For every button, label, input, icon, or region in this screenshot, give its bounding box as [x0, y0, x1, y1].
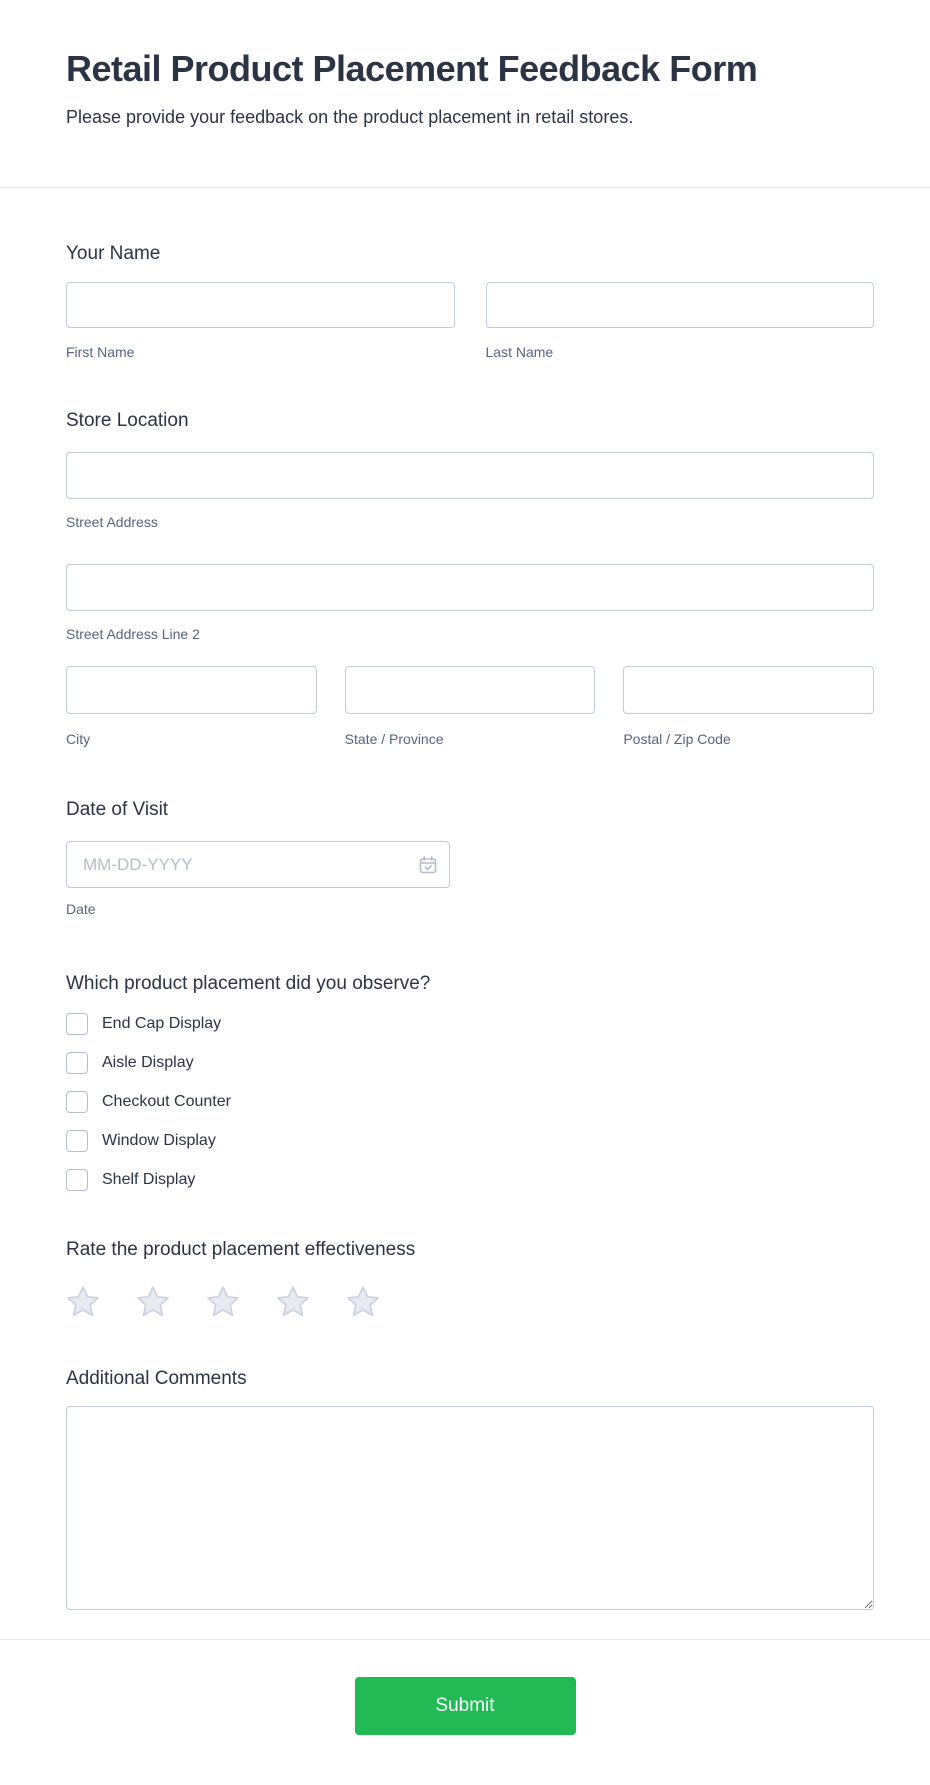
last-name-input[interactable]	[486, 282, 875, 328]
checkbox-option-checkout[interactable]	[66, 1091, 874, 1113]
zip-input[interactable]	[623, 666, 874, 714]
state-column	[345, 666, 596, 748]
question-date-of-visit	[66, 798, 874, 918]
street-address-line2-sublabel: Street Address Line 2	[66, 625, 200, 642]
address-question-label: Store Location	[66, 409, 189, 431]
star-icon[interactable]	[204, 1283, 242, 1321]
page-title: Retail Product Placement Feedback Form	[66, 48, 758, 89]
state-input[interactable]	[345, 666, 596, 714]
checkbox-icon[interactable]	[66, 1169, 88, 1191]
state-sublabel: State / Province	[344, 731, 444, 748]
checkbox-option-aisle[interactable]	[66, 1052, 874, 1074]
form-header	[0, 0, 930, 188]
form-body	[0, 242, 930, 1610]
checkbox-icon[interactable]	[66, 1130, 88, 1152]
street-address-input[interactable]	[66, 452, 874, 499]
checkbox-option-label: End Cap Display	[102, 1014, 222, 1032]
first-name-column	[66, 282, 455, 361]
question-rating	[66, 1238, 874, 1321]
star-icon[interactable]	[64, 1283, 102, 1321]
name-question-label: Your Name	[66, 243, 161, 264]
checkbox-list	[66, 1013, 874, 1191]
city-column	[66, 666, 317, 748]
question-product-placement	[66, 972, 874, 1191]
star-icon[interactable]	[274, 1283, 312, 1321]
star-icon[interactable]	[134, 1283, 172, 1321]
date-input[interactable]	[66, 841, 450, 888]
rating-question-label: Rate the product placement effectiveness	[66, 1238, 416, 1260]
checkbox-question-label: Which product placement did you observe?	[66, 972, 431, 994]
city-state-zip-row	[66, 666, 874, 748]
last-name-column	[486, 282, 875, 361]
page-subtitle: Please provide your feedback on the product placement in retail stores.	[66, 107, 634, 127]
checkbox-option-label: Aisle Display	[102, 1053, 194, 1071]
checkbox-option-shelf[interactable]	[66, 1169, 874, 1191]
date-input-wrap	[66, 841, 450, 888]
street-address-sublabel: Street Address	[66, 513, 158, 530]
question-additional-comments	[66, 1367, 874, 1610]
city-sublabel: City	[66, 731, 91, 748]
checkbox-option-window[interactable]	[66, 1130, 874, 1152]
checkbox-icon[interactable]	[66, 1013, 88, 1035]
date-question-label: Date of Visit	[66, 799, 169, 821]
question-your-name	[66, 242, 874, 361]
zip-sublabel: Postal / Zip Code	[623, 731, 731, 748]
checkbox-option-end-cap[interactable]	[66, 1013, 874, 1035]
star-rating	[64, 1283, 874, 1321]
street-address-line2-input[interactable]	[66, 564, 874, 611]
checkbox-option-label: Checkout Counter	[102, 1092, 231, 1110]
form-footer	[0, 1639, 930, 1785]
checkbox-icon[interactable]	[66, 1091, 88, 1113]
checkbox-icon[interactable]	[66, 1052, 88, 1074]
checkbox-option-label: Shelf Display	[102, 1170, 196, 1188]
city-input[interactable]	[66, 666, 317, 714]
question-store-location	[66, 409, 874, 748]
checkbox-option-label: Window Display	[102, 1131, 216, 1149]
date-sublabel: Date	[66, 901, 96, 918]
comments-textarea[interactable]	[66, 1406, 874, 1610]
last-name-sublabel: Last Name	[485, 344, 554, 360]
first-name-sublabel: First Name	[66, 344, 135, 360]
star-icon[interactable]	[344, 1283, 382, 1321]
submit-button[interactable]: Submit	[355, 1677, 576, 1735]
first-name-input[interactable]	[66, 282, 455, 328]
zip-column	[623, 666, 874, 748]
comments-question-label: Additional Comments	[66, 1367, 247, 1389]
name-inputs-row	[66, 282, 874, 361]
calendar-icon[interactable]	[418, 855, 438, 875]
